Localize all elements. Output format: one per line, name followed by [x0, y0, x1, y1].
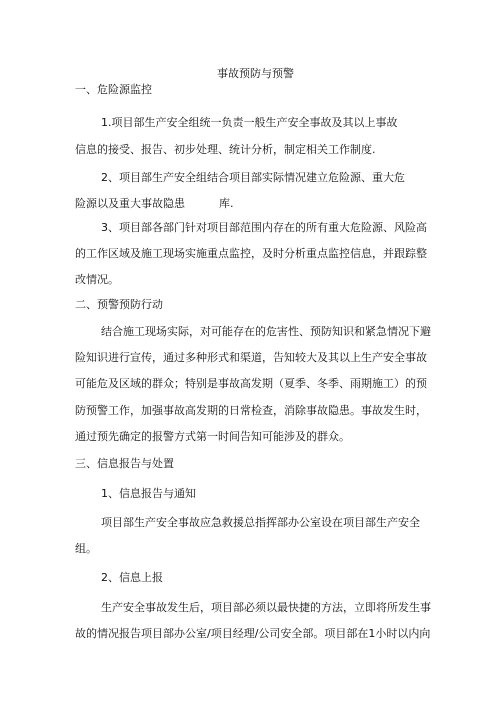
- section-heading-warning-prevention: 二、预警预防行动: [75, 298, 163, 311]
- subsection-heading-report-notify: 1、信息报告与通知: [101, 487, 196, 500]
- paragraph-text: 险源以及重大事故隐患: [75, 197, 185, 210]
- paragraph-line: 3、项目部各部门针对项目部范围内存在的所有重大危险源、风险高: [101, 221, 427, 234]
- paragraph-line: 改情况。: [75, 273, 119, 286]
- page-title: 事故预防与预警: [217, 67, 294, 80]
- paragraph-line: 的工作区域及施工现场实施重点监控，及时分析重点监控信息，并跟踪整: [75, 247, 427, 260]
- subsection-heading-report-up: 2、信息上报: [101, 571, 163, 584]
- paragraph-line: 生产安全事故发生后，项目部必须以最快捷的方法，立即将所发生事: [101, 601, 431, 614]
- paragraph-line: 通过预先确定的报警方式第一时间告知可能涉及的群众。: [75, 430, 350, 443]
- paragraph-line: 2、项目部生产安全组结合项目部实际情况建立危险源、重大危: [101, 171, 405, 184]
- paragraph-line: 结合施工现场实际，对可能存在的危害性、预防知识和紧急情况下避: [101, 325, 431, 338]
- paragraph-line: 信息的接受、报告、初步处理、统计分析，制定相关工作制度.: [75, 143, 376, 156]
- section-heading-hazard-monitoring: 一、危险源监控: [75, 83, 152, 96]
- paragraph-text: 库.: [219, 197, 234, 210]
- section-heading-reporting: 三、信息报告与处置: [75, 457, 174, 470]
- paragraph-line: 防预警工作，加强事故高发期的日常检查，消除事故隐患。事故发生时，: [75, 404, 427, 417]
- paragraph-line: 1.项目部生产安全组统一负责一般生产安全事故及其以上事故: [101, 116, 398, 129]
- paragraph-line: 项目部生产安全事故应急救援总指挥部办公室设在项目部生产安全: [101, 516, 420, 529]
- paragraph-line: 可能危及区域的群众；特别是事故高发期（夏季、冬季、雨期施工）的预: [75, 377, 427, 390]
- paragraph-line: 故的情况报告项目部办公室/项目经理/公司安全部。项目部在1小时以内向: [75, 627, 431, 640]
- paragraph-line: [75, 197, 234, 211]
- paragraph-line: 险知识进行宣传，通过多种形式和渠道，告知较大及其以上生产安全事故: [75, 351, 427, 364]
- paragraph-line: 组。: [75, 542, 97, 555]
